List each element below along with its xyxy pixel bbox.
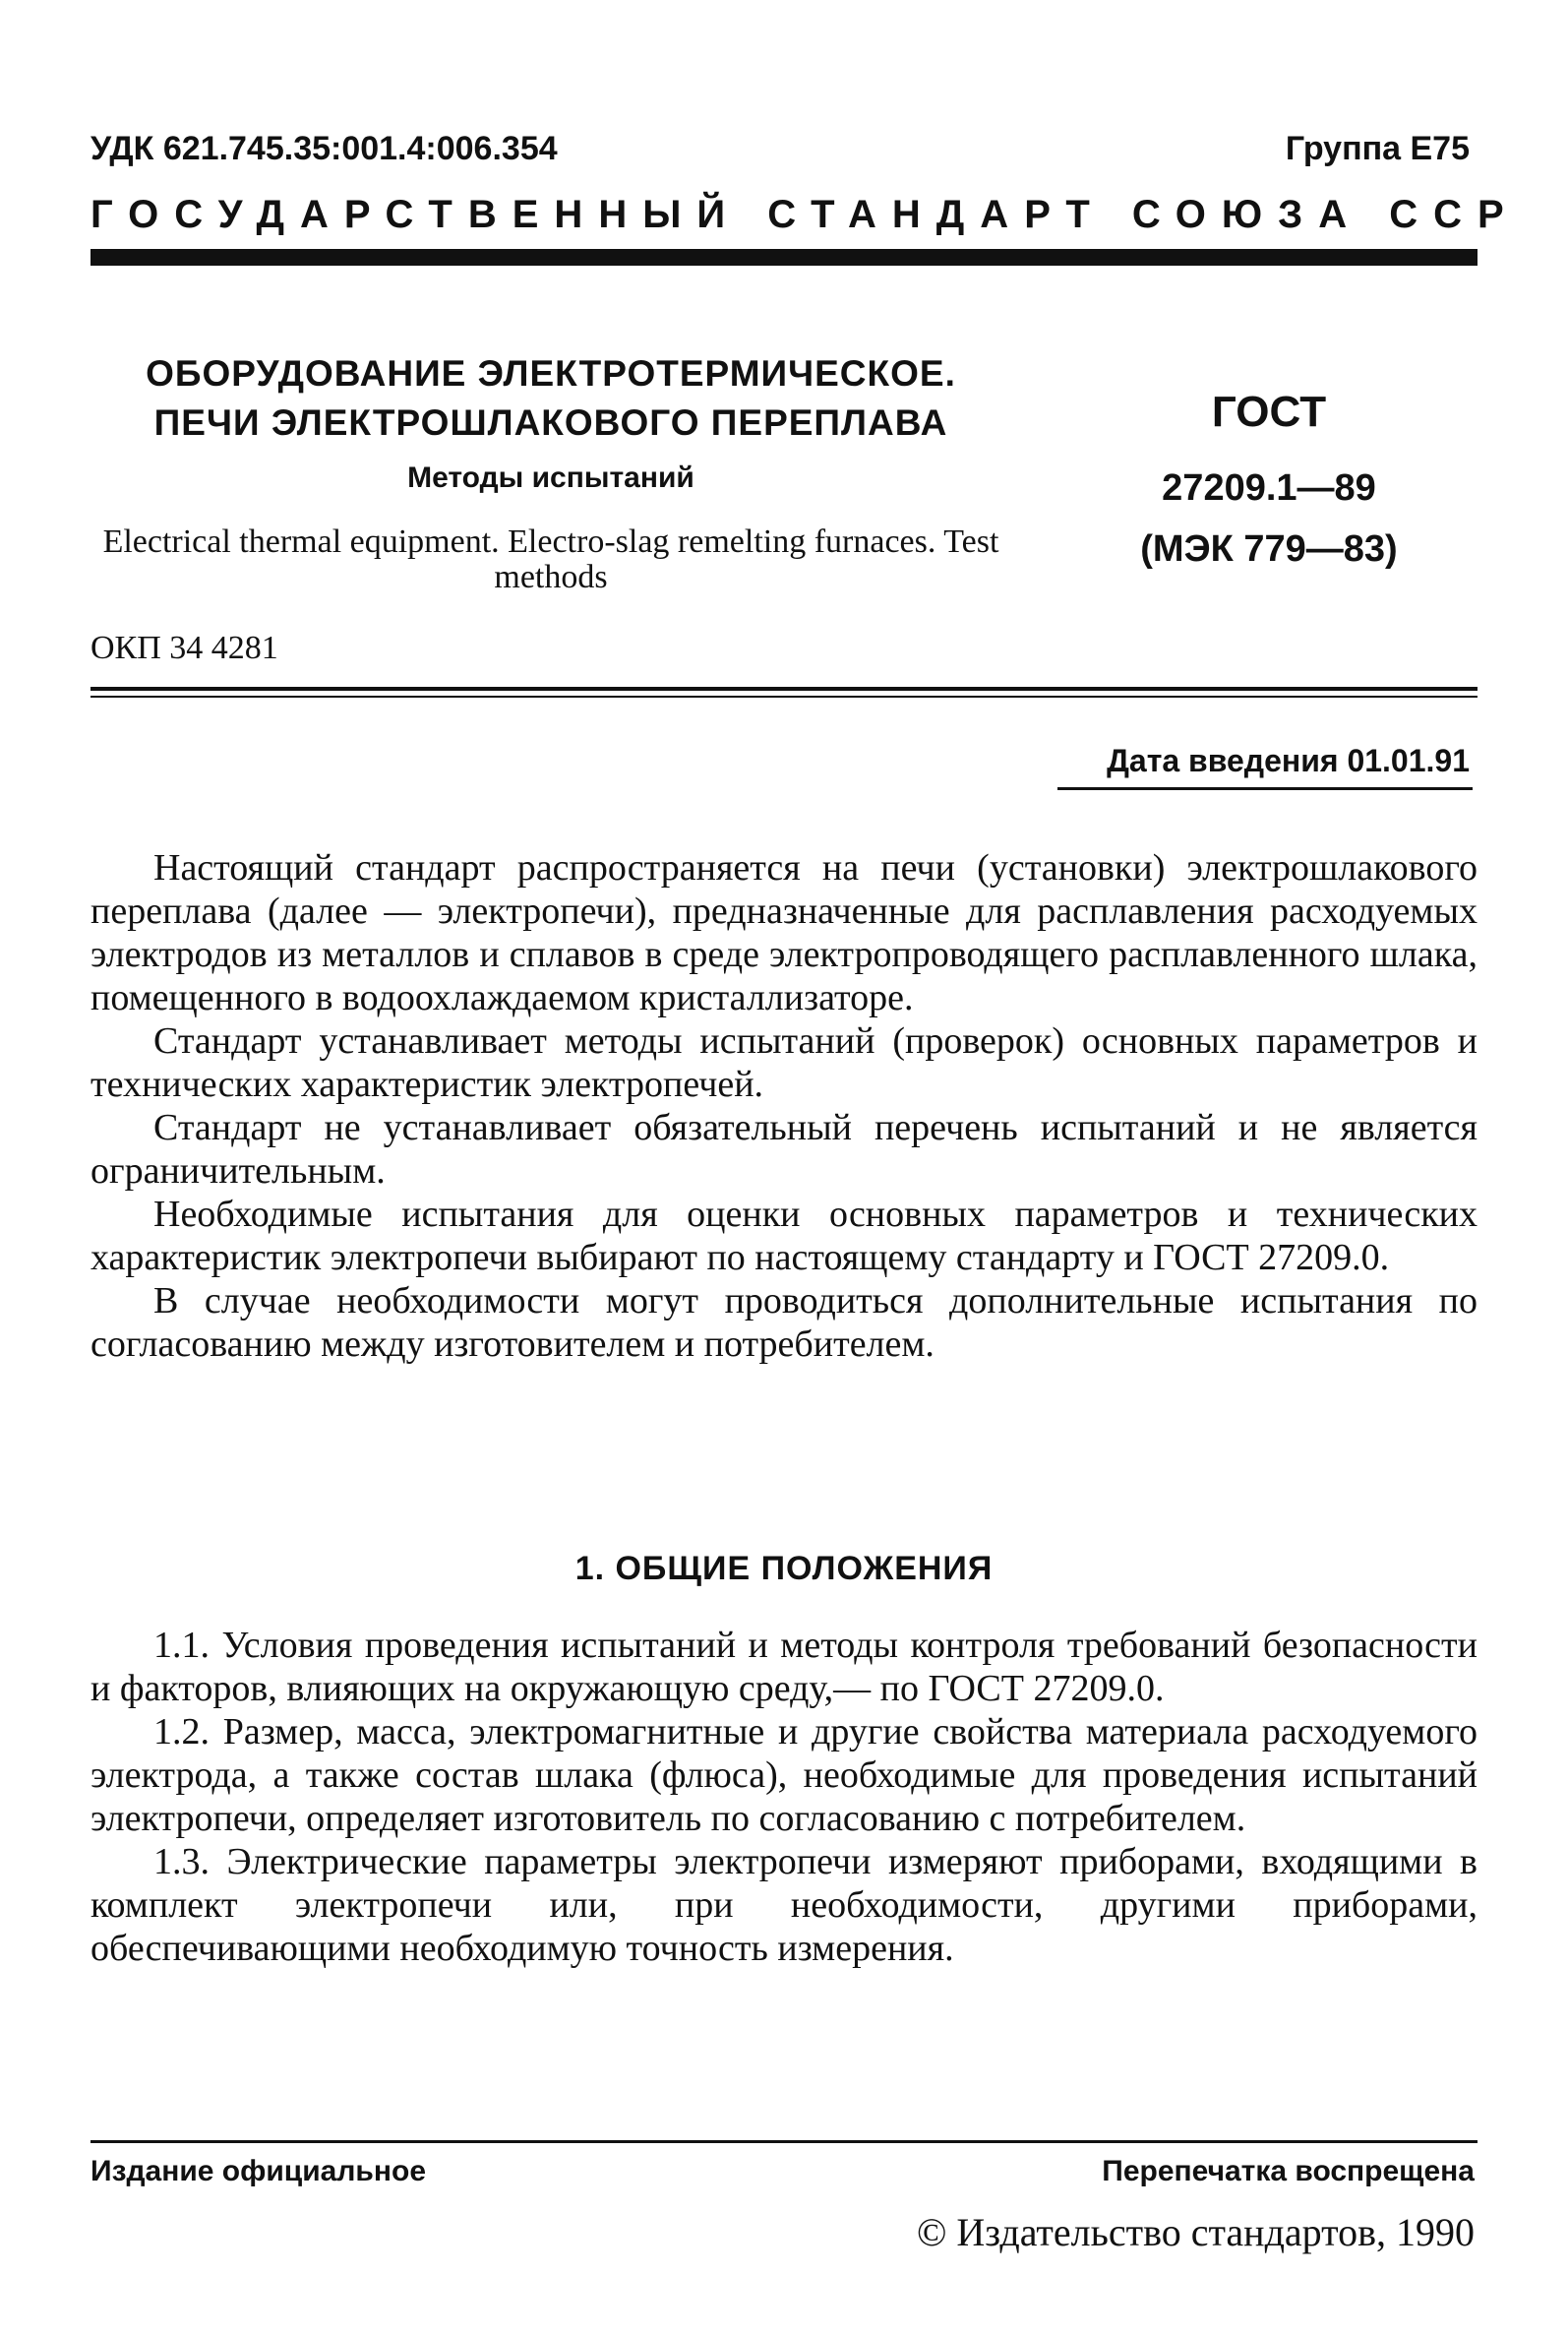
group-code: Группа Е75	[1285, 130, 1470, 167]
footer-divider	[90, 2140, 1478, 2143]
clause-1-3: 1.3. Электрические параметры электропечи измеряют приборами, входящими в комплект электропечи или, при необходимости, другими приборами, обеспечивающими необходимую точность измерения.	[90, 1841, 1478, 1969]
gost-label: ГОСТ	[1211, 388, 1327, 436]
title-divider-thick	[90, 687, 1478, 691]
paragraph: В случае необходимости могут проводиться дополнительные испытания по согласованию между изготовителем и потребителем.	[90, 1280, 1478, 1365]
okp-code: ОКП 34 4281	[90, 630, 278, 666]
paragraph: Настоящий стандарт распространяется на печи (установки) электрошлакового переплава (далее — электропечи), предназначенные для расплавления расходуемых электродов из металлов и сплавов в среде электропроводящего расплавленного шлака, помещенного в водоохлаждаемом кристаллизаторе.	[90, 847, 1478, 1018]
intro-text	[90, 846, 1478, 1366]
gost-designation	[1062, 382, 1476, 573]
paragraph: Необходимые испытания для оценки основных параметров и технических характеристик электропечи выбирают по настоящему стандарту и ГОСТ 27209.0.	[90, 1194, 1478, 1278]
introduction-date-underline	[1057, 787, 1473, 790]
title-line-1: ОБОРУДОВАНИЕ ЭЛЕКТРОТЕРМИЧЕСКОЕ.	[146, 353, 956, 394]
header-divider	[90, 249, 1478, 266]
paragraph: Стандарт не устанавливает обязательный перечень испытаний и не является ограничительным.	[90, 1107, 1478, 1192]
title-divider-thin	[90, 696, 1478, 698]
clause-1-2: 1.2. Размер, масса, электромагнитные и другие свойства материала расходуемого электрода, а также состав шлака (флюса), необходимые для проведения испытаний электропечи, определяет изготовитель по согласованию с потребителем.	[90, 1711, 1478, 1839]
state-standard-banner: ГОСУДАРСТВЕННЫЙ СТАНДАРТ СОЮЗА ССР	[90, 193, 1520, 236]
paragraph: Стандарт устанавливает методы испытаний (проверок) основных параметров и технических характеристик электропечей.	[90, 1020, 1478, 1105]
section-1-text	[90, 1624, 1478, 1970]
title-subtitle: Методы испытаний	[407, 461, 694, 494]
title-english: Electrical thermal equipment. Electro-slag remelting furnaces. Test methods	[102, 523, 999, 595]
iec-reference: (МЭК 779—83)	[1140, 528, 1398, 570]
section-heading: 1. ОБЩИЕ ПОЛОЖЕНИЯ	[574, 1550, 994, 1587]
udk-code: УДК 621.745.35:001.4:006.354	[90, 130, 558, 167]
document-title-block	[98, 349, 1003, 595]
copyright-line: © Издательство стандартов, 1990	[916, 2210, 1475, 2254]
gost-number: 27209.1—89	[1162, 467, 1376, 509]
reprint-prohibited-note: Перепечатка воспрещена	[1102, 2155, 1475, 2187]
title-line-2: ПЕЧИ ЭЛЕКТРОШЛАКОВОГО ПЕРЕПЛАВА	[153, 402, 948, 443]
official-edition-note: Издание официальное	[90, 2155, 427, 2187]
clause-1-1: 1.1. Условия проведения испытаний и методы контроля требований безопасности и факторов, влияющих на окружающую среду,— по ГОСТ 27209.0.	[90, 1625, 1478, 1709]
introduction-date: Дата введения 01.01.91	[1107, 743, 1470, 778]
